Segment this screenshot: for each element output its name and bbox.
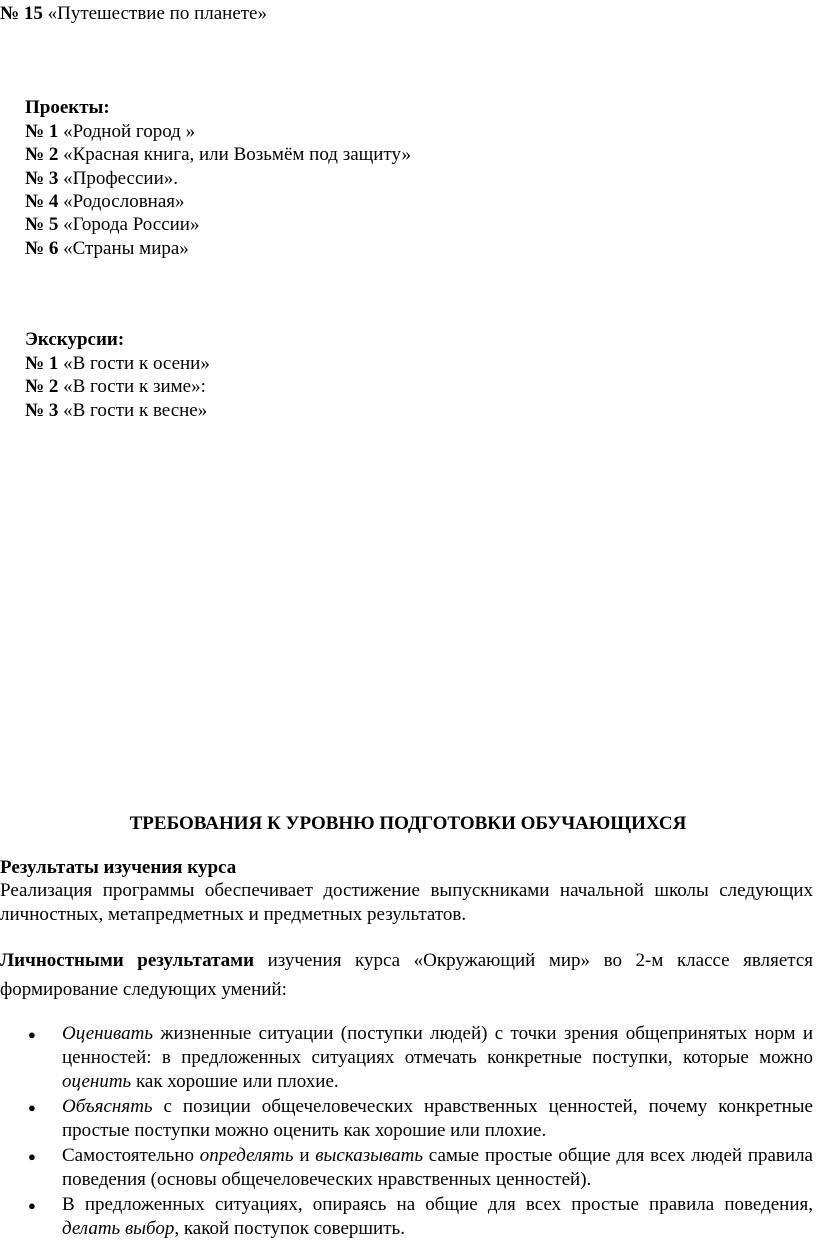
project-item-number: № 6 — [25, 237, 59, 259]
personal-results-paragraph — [0, 946, 813, 1004]
personal-results-bold: Личностными результатами — [0, 950, 255, 971]
project-item — [25, 237, 189, 261]
bullet-dot: ● — [28, 1100, 36, 1115]
bullet-text: Самостоятельно — [62, 1145, 200, 1166]
bullet-emphasis: высказывать — [315, 1145, 424, 1166]
excursion-item — [25, 375, 206, 399]
project-item-number: № 5 — [25, 214, 59, 236]
bullet-emphasis: Объяснять — [62, 1096, 153, 1117]
bullet-dot: ● — [28, 1027, 36, 1042]
project-item-text: «Страны мира» — [58, 237, 189, 259]
projects-heading-text: Проекты: — [25, 97, 110, 118]
bullet-item — [62, 1095, 813, 1143]
excursion-item-number: № 2 — [25, 376, 59, 398]
project-item-number: № 1 — [25, 121, 59, 142]
personal-results-text: изучения курса «Окружающий мир» во 2-м классе является формирование следующих умений: — [0, 950, 813, 1000]
project-item-number: № 4 — [25, 190, 59, 212]
bullet-item — [62, 1022, 813, 1094]
bullet-text: с позиции общечеловеческих нравственных ценностей, почему конкретные простые поступки можно оценить как хорошие или плохие. — [62, 1096, 813, 1141]
bullet-text: , какой поступок совершить. — [174, 1218, 405, 1239]
excursion-item-number: № 3 — [25, 399, 59, 421]
bullet-item — [62, 1144, 813, 1192]
bullet-text: самые простые общие для всех людей правила поведения (основы общечеловеческих нравственных ценностей). — [62, 1145, 813, 1190]
project-item-text: «Профессии». — [58, 167, 178, 189]
section-header — [0, 2, 267, 26]
project-item-number: № 3 — [25, 167, 59, 189]
project-item — [25, 120, 195, 144]
bullet-dot: ● — [28, 1198, 36, 1213]
bullet-emphasis: определять — [199, 1145, 294, 1166]
excursions-heading — [25, 328, 124, 352]
excursion-item-number: № 1 — [25, 353, 59, 374]
bullet-text: как хорошие или плохие. — [131, 1071, 339, 1092]
project-item-number: № 2 — [25, 144, 59, 166]
project-item-text: «Города России» — [58, 214, 200, 236]
excursion-item-text: «В гости к осени» — [58, 353, 210, 374]
project-item — [25, 143, 411, 167]
bullet-emphasis: делать выбор — [62, 1218, 175, 1239]
excursions-heading-text: Экскурсии: — [25, 329, 125, 350]
project-item — [25, 190, 185, 214]
bullet-emphasis: Оценивать — [62, 1023, 154, 1044]
results-heading: Результаты изучения курса — [0, 857, 237, 878]
excursion-item-text: «В гости к зиме»: — [58, 376, 206, 398]
section-title: «Путешествие по планете» — [47, 3, 267, 24]
bullet-item — [62, 1193, 813, 1241]
bullet-text: В предложенных ситуациях, опираясь на общие для всех простые правила поведения, — [62, 1194, 813, 1215]
project-item-text: «Родной город » — [58, 121, 196, 142]
bullet-dot: ● — [28, 1149, 36, 1164]
project-item-text: «Родословная» — [58, 190, 185, 212]
requirements-title: ТРЕБОВАНИЯ К УРОВНЮ ПОДГОТОВКИ ОБУЧАЮЩИХСЯ — [129, 813, 687, 834]
results-paragraph: Реализация программы обеспечивает достижение выпускниками начальной школы следующих личностных, метапредметных и предметных результатов. — [0, 880, 813, 925]
bullet-text: и — [293, 1145, 316, 1166]
excursion-item — [25, 352, 210, 376]
bullet-emphasis: оценить — [62, 1071, 132, 1092]
project-item — [25, 167, 178, 191]
projects-heading — [25, 96, 110, 120]
section-number: № 15 — [0, 3, 43, 24]
project-item-text: «Красная книга, или Возьмём под защиту» — [58, 144, 411, 166]
excursion-item — [25, 399, 207, 423]
excursion-item-text: «В гости к весне» — [58, 399, 208, 421]
bullet-text: жизненные ситуации (поступки людей) с точки зрения общепринятых норм и ценностей: в предложенных ситуациях отмечать конкретные поступки, которые можно — [62, 1023, 813, 1068]
project-item — [25, 213, 199, 237]
